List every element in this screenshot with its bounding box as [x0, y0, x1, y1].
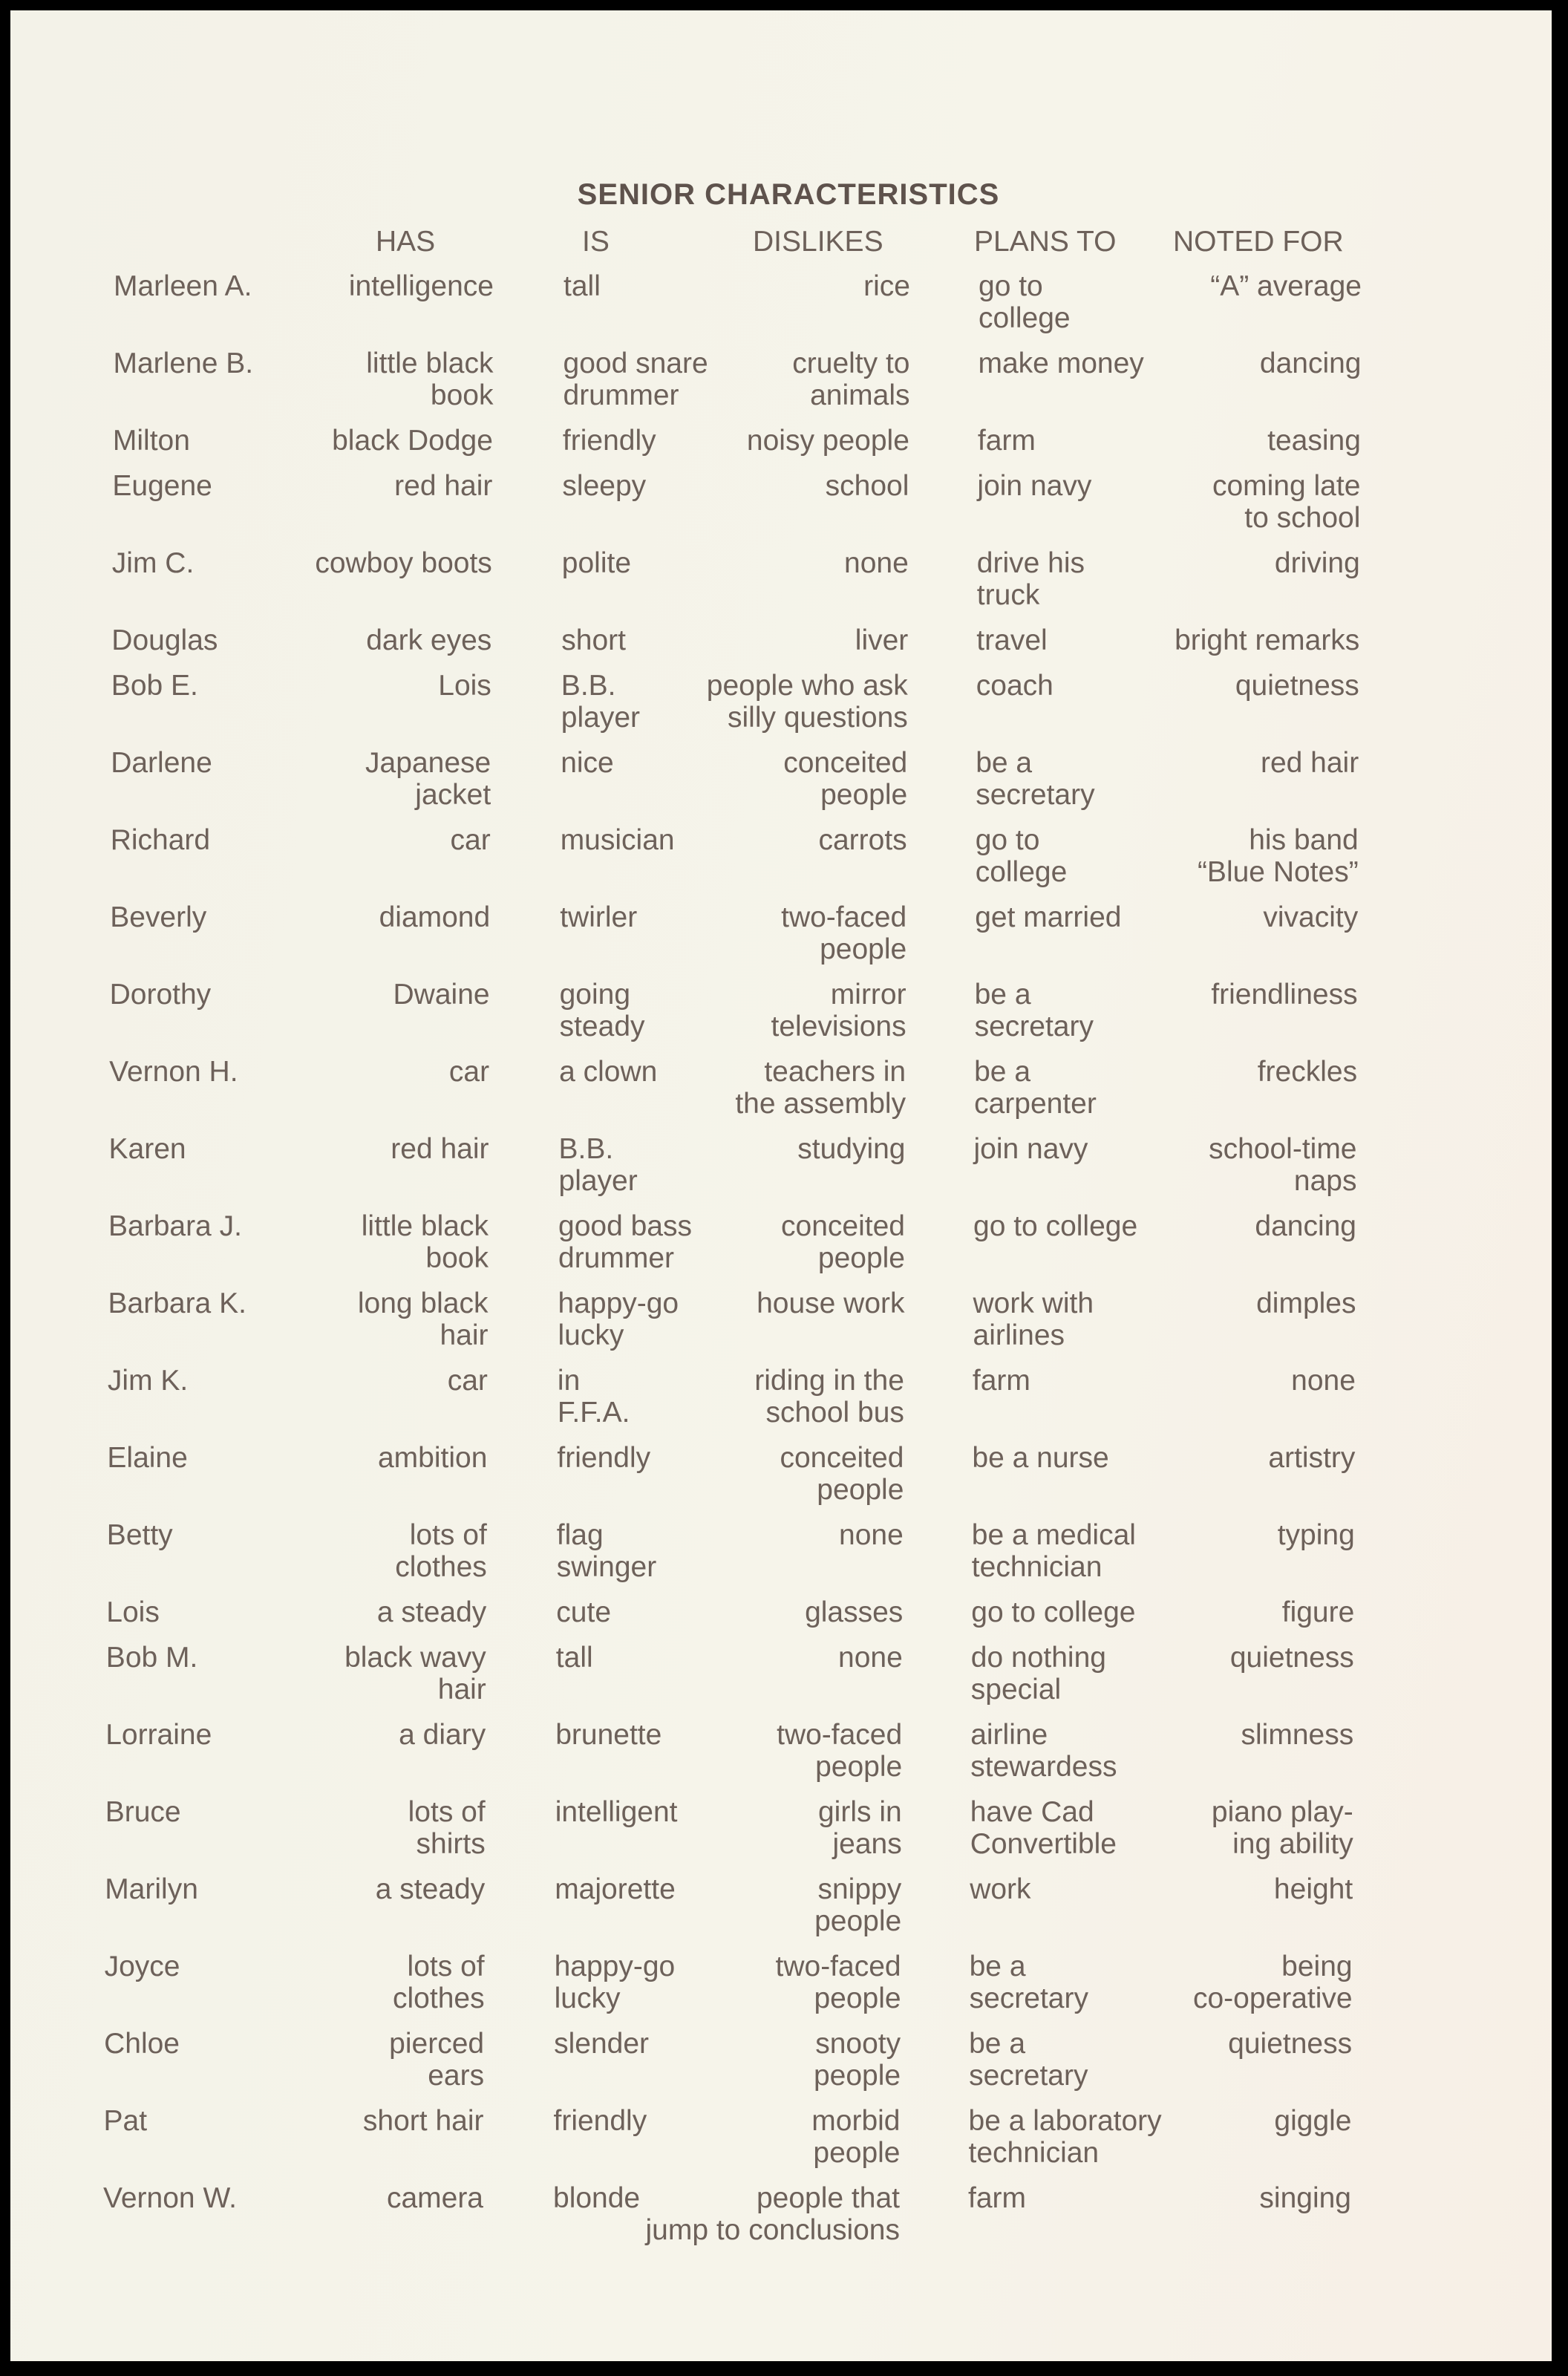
cell-has: long black hair — [357, 1287, 489, 1351]
cell-name: Richard — [110, 824, 211, 856]
cell-dislikes: snooty people — [813, 2028, 901, 2092]
table-row — [2, 1719, 1544, 1783]
cell-plans: go to college — [971, 1596, 1136, 1628]
cell-dislikes: morbid people — [811, 2105, 901, 2169]
cell-noted: red hair — [1260, 747, 1359, 779]
cell-is: twirler — [560, 901, 638, 933]
cell-name: Bruce — [105, 1796, 181, 1828]
table-row — [5, 1210, 1546, 1274]
cell-noted: giggle — [1274, 2105, 1352, 2137]
header-plans-to: PLANS TO — [974, 226, 1117, 258]
cell-is: slender — [554, 2028, 650, 2060]
cell-has: car — [447, 1365, 488, 1397]
table-row — [1, 2028, 1542, 2092]
cell-is: happy-go lucky — [554, 1951, 676, 2014]
cell-name: Betty — [106, 1519, 173, 1551]
cell-plans: join navy — [973, 1133, 1088, 1165]
cell-name: Marleen A. — [114, 270, 252, 302]
cell-noted: bright remarks — [1175, 624, 1360, 656]
cell-plans: be a secretary — [969, 2028, 1088, 2092]
cell-plans: be a laboratory technician — [968, 2105, 1162, 2169]
cell-has: a diary — [399, 1719, 486, 1751]
cell-dislikes: glasses — [805, 1596, 904, 1628]
cell-dislikes: cruelty to animals — [792, 347, 910, 411]
table-row — [9, 547, 1550, 611]
table-row — [4, 1365, 1546, 1429]
cell-is: polite — [561, 547, 632, 579]
cell-plans: go to college — [979, 270, 1071, 334]
cell-has: lots of clothes — [395, 1519, 487, 1583]
table-row — [8, 670, 1549, 734]
cell-is: a clown — [559, 1056, 658, 1088]
cell-noted: quietness — [1229, 1642, 1354, 1674]
cell-is: flag swinger — [556, 1519, 657, 1583]
cell-name: Marlene B. — [113, 347, 254, 379]
table-row — [7, 979, 1548, 1042]
cell-noted: height — [1273, 1873, 1353, 1905]
cell-is: good snare drummer — [563, 347, 708, 411]
cell-has: cowboy boots — [315, 547, 492, 579]
table-row — [2, 1796, 1544, 1860]
table-row — [6, 1056, 1547, 1120]
cell-dislikes: two-faced people — [777, 1719, 903, 1783]
cell-dislikes: house work — [757, 1287, 905, 1319]
yearbook-page — [10, 10, 1552, 2361]
cell-plans: airline stewardess — [970, 1719, 1117, 1783]
cell-has: little black book — [366, 347, 494, 411]
cell-has: ambition — [377, 1442, 488, 1474]
cell-has: a steady — [376, 1596, 487, 1628]
cell-has: red hair — [391, 1133, 489, 1165]
cell-noted: “A” average — [1210, 270, 1362, 302]
cell-name: Marilyn — [105, 1873, 198, 1905]
cell-is: intelligent — [555, 1796, 678, 1828]
cell-has: short hair — [362, 2105, 484, 2137]
cell-dislikes: riding in the school bus — [754, 1365, 904, 1429]
cell-noted: figure — [1281, 1596, 1355, 1628]
cell-has: lots of clothes — [393, 1951, 485, 2014]
table-row — [6, 1133, 1547, 1197]
cell-name: Jim C. — [111, 547, 195, 579]
cell-has: Dwaine — [393, 979, 490, 1011]
table-row — [3, 1596, 1544, 1628]
cell-name: Vernon H. — [109, 1056, 238, 1088]
cell-is: B.B. player — [558, 1133, 638, 1197]
cell-name: Chloe — [104, 2028, 180, 2060]
cell-has: car — [448, 1056, 490, 1088]
cell-dislikes: conceited people — [783, 747, 908, 811]
cell-plans: be a nurse — [972, 1442, 1109, 1474]
cell-name: Barbara K. — [108, 1287, 246, 1319]
cell-dislikes: conceited people — [781, 1210, 905, 1274]
cell-dislikes: carrots — [818, 824, 907, 856]
table-row — [4, 1519, 1545, 1583]
cell-noted: typing — [1277, 1519, 1355, 1551]
table-row — [10, 347, 1552, 411]
cell-name: Eugene — [112, 470, 212, 502]
cell-name: Jim K. — [107, 1365, 189, 1397]
table-row — [7, 901, 1548, 965]
cell-noted: driving — [1274, 547, 1360, 579]
cell-has: camera — [386, 2182, 483, 2214]
cell-dislikes: girls in jeans — [817, 1796, 902, 1860]
page-title: SENIOR CHARACTERISTICS — [577, 178, 1000, 211]
table-row — [4, 1442, 1545, 1506]
cell-name: Elaine — [107, 1442, 188, 1474]
cell-is: musician — [560, 824, 675, 856]
cell-name: Vernon W. — [103, 2182, 237, 2214]
table-row — [8, 624, 1549, 656]
characteristics-table — [10, 270, 1552, 2259]
cell-noted: friendliness — [1211, 979, 1358, 1011]
cell-has: lots of shirts — [408, 1796, 486, 1860]
cell-dislikes: people that jump to conclusions — [645, 2182, 900, 2246]
cell-plans: farm — [968, 2182, 1026, 2214]
cell-plans: drive his truck — [976, 547, 1085, 611]
table-row — [1, 1951, 1543, 2014]
table-row — [7, 747, 1549, 811]
cell-plans: be a carpenter — [974, 1056, 1097, 1120]
table-row — [1, 1873, 1543, 1937]
cell-dislikes: none — [838, 1642, 903, 1674]
cell-dislikes: noisy people — [746, 425, 909, 457]
cell-name: Lorraine — [105, 1719, 212, 1751]
cell-dislikes: conceited people — [780, 1442, 904, 1506]
cell-noted: vivacity — [1263, 901, 1359, 933]
cell-has: Japanese jacket — [365, 747, 491, 811]
cell-name: Dorothy — [109, 979, 212, 1011]
cell-noted: dancing — [1255, 1210, 1356, 1242]
cell-plans: work with airlines — [973, 1287, 1094, 1351]
cell-has: black Dodge — [332, 425, 493, 457]
cell-is: happy-go lucky — [558, 1287, 679, 1351]
cell-is: friendly — [562, 425, 656, 457]
cell-plans: be a secretary — [974, 979, 1094, 1042]
cell-is: good bass drummer — [558, 1210, 692, 1274]
header-noted-for: NOTED FOR — [1173, 226, 1344, 258]
cell-has: red hair — [394, 470, 493, 502]
cell-plans: get married — [975, 901, 1122, 933]
cell-dislikes: mirror televisions — [771, 979, 906, 1042]
cell-dislikes: school — [825, 470, 909, 502]
cell-is: majorette — [555, 1873, 676, 1905]
cell-plans: do nothing special — [970, 1642, 1106, 1706]
cell-plans: farm — [972, 1365, 1030, 1397]
cell-noted: none — [1291, 1365, 1356, 1397]
cell-name: Karen — [108, 1133, 186, 1165]
cell-name: Joyce — [104, 1951, 180, 1982]
cell-name: Pat — [103, 2105, 148, 2137]
cell-is: short — [561, 624, 627, 656]
cell-noted: school-time naps — [1209, 1133, 1357, 1197]
table-row — [5, 1287, 1546, 1351]
cell-dislikes: two-faced people — [781, 901, 907, 965]
cell-plans: be a secretary — [969, 1951, 1088, 2014]
cell-plans: travel — [976, 624, 1048, 656]
cell-plans: farm — [977, 425, 1036, 457]
cell-noted: quietness — [1228, 2028, 1353, 2060]
table-row — [0, 2182, 1541, 2246]
cell-has: little black book — [361, 1210, 489, 1274]
cell-has: Lois — [438, 670, 491, 702]
cell-has: dark eyes — [366, 624, 492, 656]
cell-plans: work — [970, 1873, 1031, 1905]
cell-name: Lois — [106, 1596, 160, 1628]
cell-is: nice — [561, 747, 614, 779]
cell-noted: piano play- ing ability — [1211, 1796, 1353, 1860]
cell-dislikes: snippy people — [814, 1873, 902, 1937]
cell-is: B.B. player — [561, 670, 641, 734]
cell-is: tall — [564, 270, 601, 302]
cell-is: friendly — [557, 1442, 651, 1474]
cell-noted: artistry — [1268, 1442, 1356, 1474]
cell-name: Bob M. — [105, 1642, 198, 1674]
cell-has: intelligence — [348, 270, 494, 302]
cell-plans: go to college — [975, 824, 1068, 888]
header-is: IS — [582, 226, 610, 258]
cell-dislikes: teachers in the assembly — [735, 1056, 906, 1120]
cell-dislikes: none — [844, 547, 909, 579]
cell-is: tall — [555, 1642, 593, 1674]
cell-dislikes: none — [839, 1519, 904, 1551]
cell-has: black wavy hair — [344, 1642, 486, 1706]
cell-is: going steady — [559, 979, 645, 1042]
cell-dislikes: people who ask silly questions — [706, 670, 908, 734]
cell-noted: teasing — [1267, 425, 1361, 457]
table-row — [3, 1642, 1544, 1706]
cell-name: Darlene — [111, 747, 212, 779]
cell-has: a steady — [375, 1873, 486, 1905]
cell-plans: be a secretary — [976, 747, 1095, 811]
cell-name: Beverly — [110, 901, 207, 933]
table-row — [9, 470, 1550, 534]
table-row — [10, 270, 1552, 334]
cell-is: sleepy — [562, 470, 647, 502]
table-row — [1, 2105, 1542, 2169]
cell-noted: slimness — [1241, 1719, 1354, 1751]
cell-plans: go to college — [973, 1210, 1138, 1242]
cell-is: friendly — [553, 2105, 647, 2137]
cell-noted: his band “Blue Notes” — [1197, 824, 1359, 888]
cell-has: diamond — [379, 901, 491, 933]
cell-noted: coming late to school — [1212, 470, 1361, 534]
cell-is: blonde — [553, 2182, 641, 2214]
cell-dislikes: studying — [797, 1133, 906, 1165]
table-row — [10, 425, 1551, 457]
cell-has: pierced ears — [389, 2028, 485, 2092]
cell-noted: singing — [1259, 2182, 1351, 2214]
cell-noted: dimples — [1256, 1287, 1356, 1319]
cell-dislikes: two-faced people — [775, 1951, 901, 2014]
cell-plans: coach — [976, 670, 1054, 702]
cell-noted: dancing — [1259, 347, 1362, 379]
cell-plans: be a medical technician — [971, 1519, 1136, 1583]
header-has: HAS — [376, 226, 436, 258]
cell-name: Bob E. — [111, 670, 198, 702]
cell-noted: quietness — [1235, 670, 1359, 702]
cell-name: Douglas — [111, 624, 218, 656]
cell-is: brunette — [555, 1719, 662, 1751]
cell-is: cute — [556, 1596, 612, 1628]
cell-has: car — [450, 824, 491, 856]
cell-name: Barbara J. — [108, 1210, 242, 1242]
cell-name: Milton — [112, 425, 190, 457]
cell-is: in F.F.A. — [557, 1365, 630, 1429]
table-row — [7, 824, 1549, 888]
cell-plans: make money — [978, 347, 1144, 379]
cell-dislikes: rice — [863, 270, 910, 302]
header-dislikes: DISLIKES — [753, 226, 883, 258]
cell-noted: being co-operative — [1192, 1951, 1353, 2014]
cell-plans: join navy — [977, 470, 1092, 502]
cell-dislikes: liver — [855, 624, 909, 656]
cell-plans: have Cad Convertible — [970, 1796, 1117, 1860]
cell-noted: freckles — [1257, 1056, 1358, 1088]
